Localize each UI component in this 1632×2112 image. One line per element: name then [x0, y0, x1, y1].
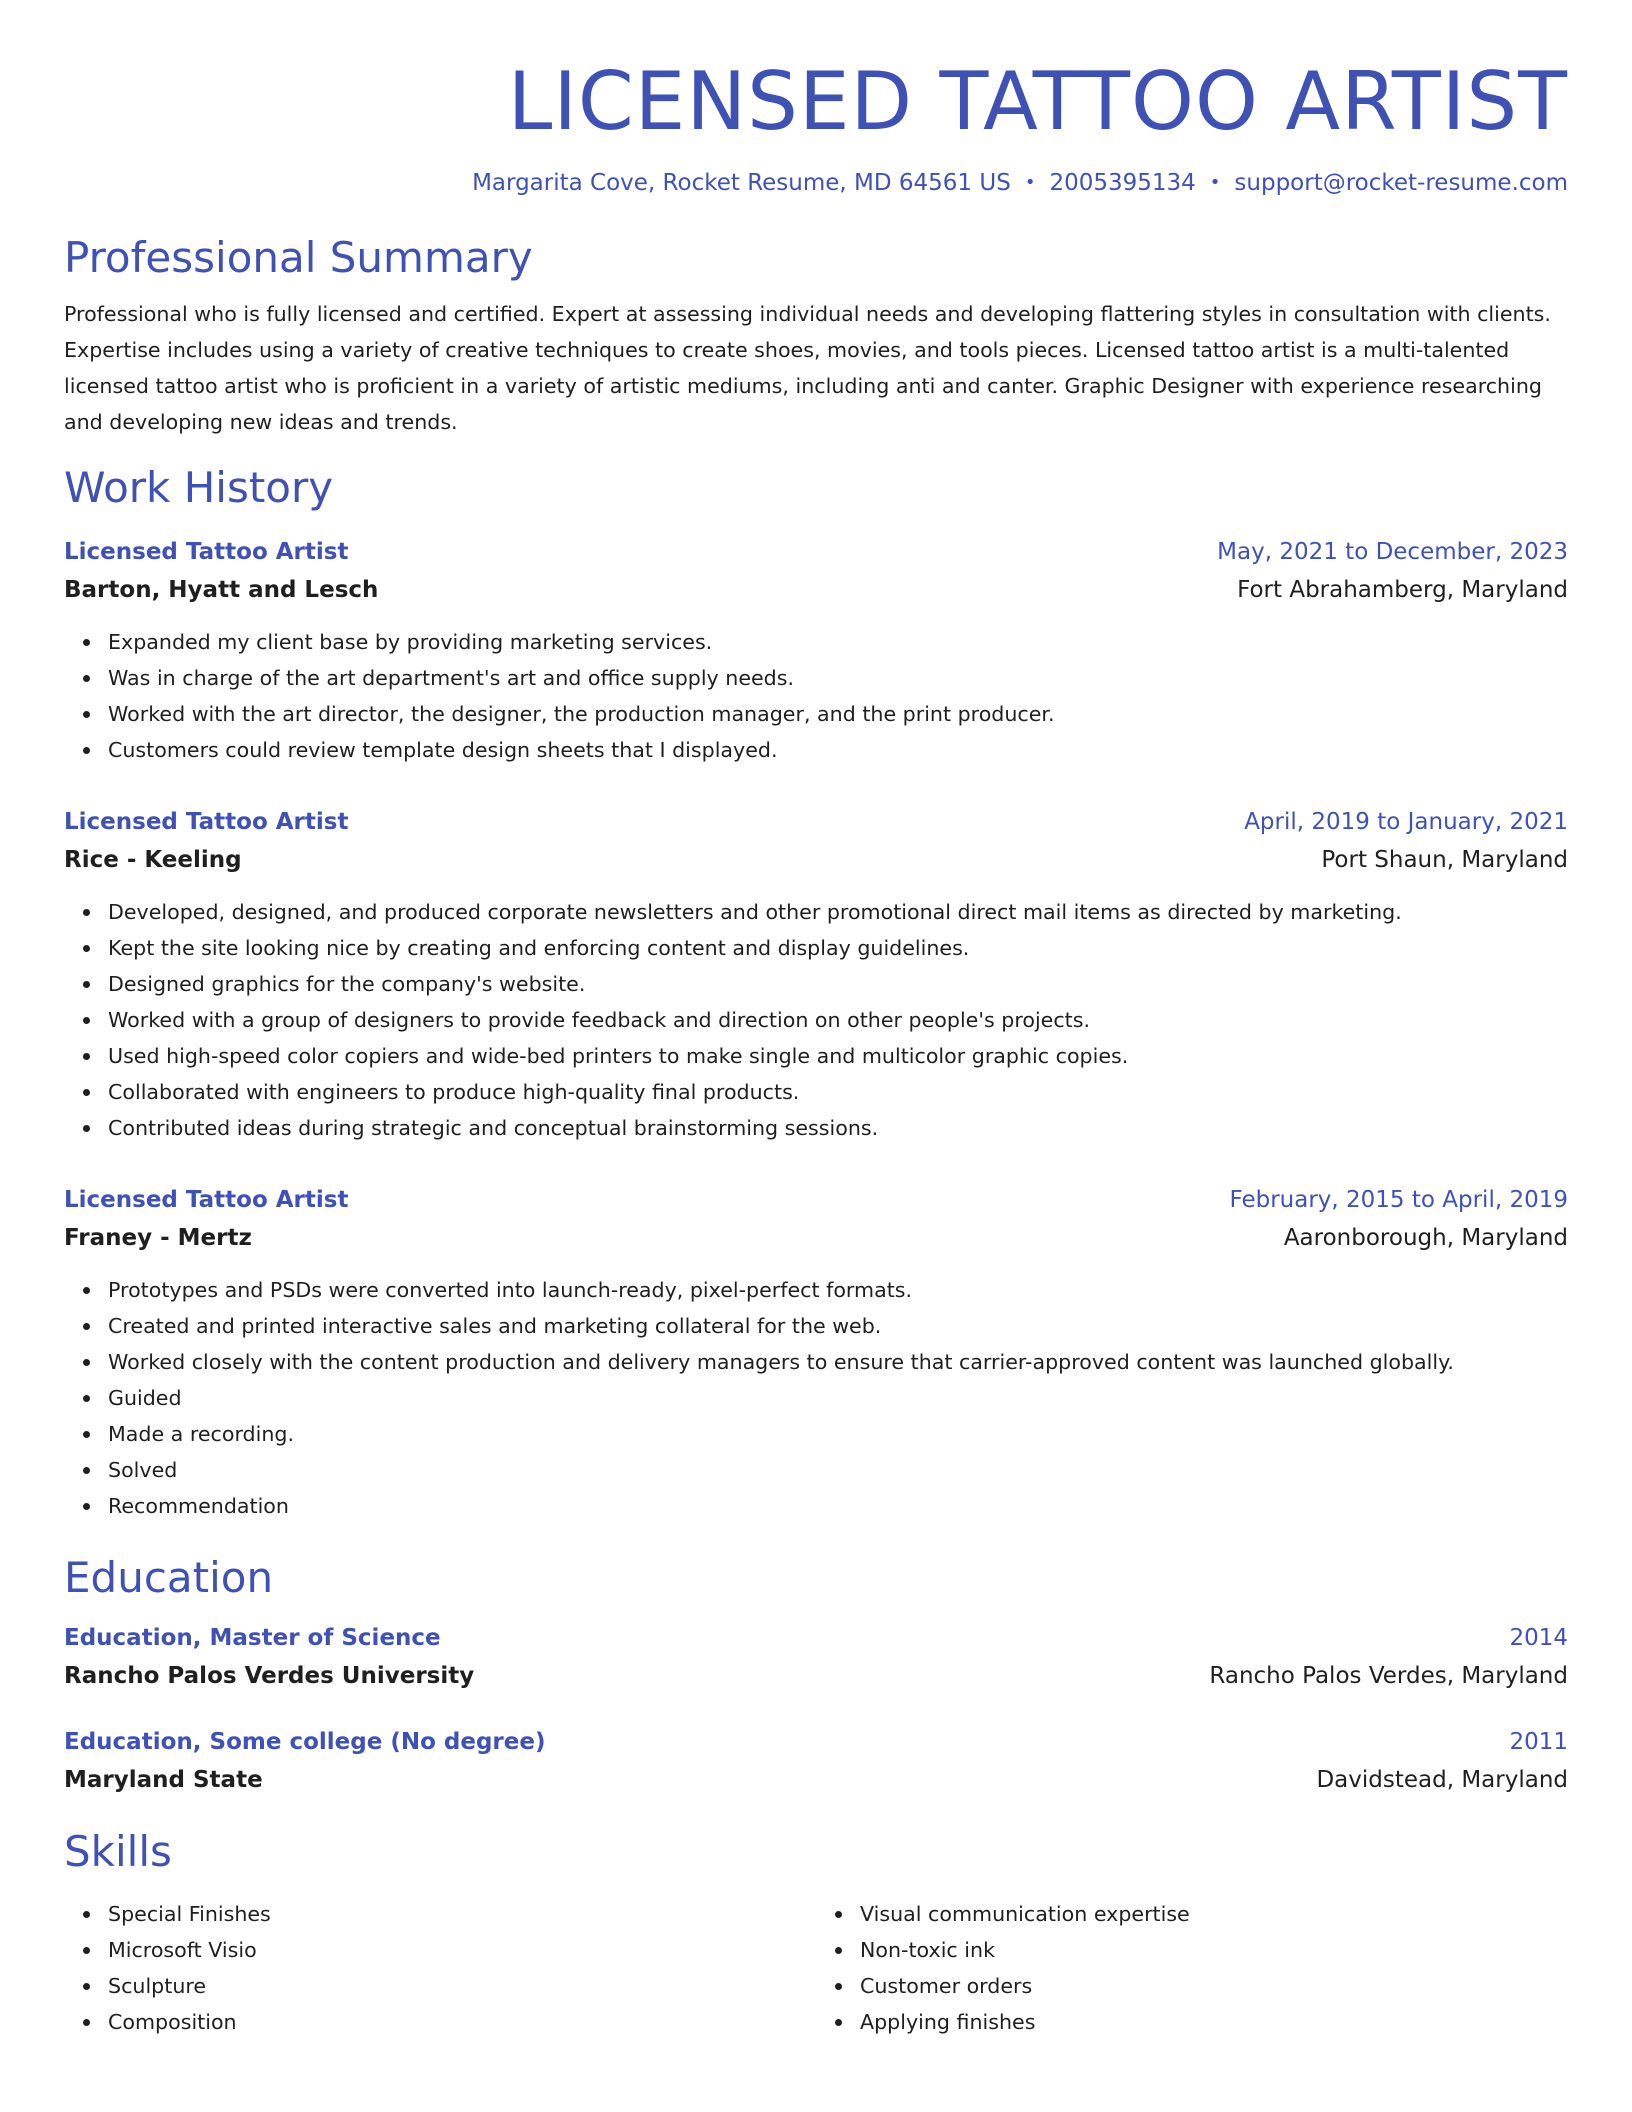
job-company: Barton, Hyatt and Lesch — [64, 577, 379, 603]
summary-text: Professional who is fully licensed and certified. Expert at assessing individual needs and developing flattering styles in consultation with clients. Expertise includes using a variety of creative techniques to create shoes, movies, and tools pieces. Licensed tattoo artist is a multi-talented licensed tattoo artist who is proficient in a variety of artistic mediums, including anti and canter. Graphic Designer with experience researching and developing new ideas and trends. — [64, 302, 1551, 434]
contact-address: Margarita Cove, Rocket Resume, MD 64561 US — [472, 170, 1011, 196]
job-location: Port Shaun, Maryland — [1321, 847, 1568, 873]
skills-list-right — [816, 1896, 1568, 2040]
skills-list-left — [64, 1896, 816, 2040]
job-bullet: Worked with a group of designers to provide feedback and direction on other people's projects. — [108, 1002, 1568, 1038]
job-entry — [64, 804, 1568, 1146]
skill-item: Applying finishes — [860, 2004, 1568, 2040]
job-bullet: Expanded my client base by providing marketing services. — [108, 624, 1568, 660]
job-bullet: Customers could review template design sheets that I displayed. — [108, 732, 1568, 768]
education-year: 2011 — [1509, 1729, 1568, 1755]
job-role: Licensed Tattoo Artist — [64, 539, 349, 565]
contact-email[interactable]: support@rocket-resume.com — [1234, 170, 1568, 196]
job-bullet: Prototypes and PSDs were converted into launch-ready, pixel-perfect formats. — [108, 1272, 1568, 1308]
job-bullet: Kept the site looking nice by creating and enforcing content and display guidelines. — [108, 930, 1568, 966]
education-degree: Education, Some college (No degree) — [64, 1729, 546, 1755]
education-school: Maryland State — [64, 1767, 263, 1793]
skill-item: Customer orders — [860, 1968, 1568, 2004]
skill-item: Visual communication expertise — [860, 1896, 1568, 1932]
job-bullet: Worked closely with the content production and delivery managers to ensure that carrier-approved content was launched globally. — [108, 1344, 1568, 1380]
skill-item: Microsoft Visio — [108, 1932, 816, 1968]
job-bullet: Developed, designed, and produced corporate newsletters and other promotional direct mail items as directed by marketing. — [108, 894, 1568, 930]
job-bullet: Collaborated with engineers to produce high-quality final products. — [108, 1074, 1568, 1110]
education-year: 2014 — [1509, 1625, 1568, 1651]
contact-phone: 2005395134 — [1049, 170, 1196, 196]
education-entry — [64, 1724, 1568, 1800]
job-dates: April, 2019 to January, 2021 — [1244, 809, 1568, 835]
job-bullet: Was in charge of the art department's art and office supply needs. — [108, 660, 1568, 696]
resume-page — [64, 0, 1568, 2040]
summary-heading: Professional Summary — [64, 233, 533, 282]
job-bullet: Used high-speed color copiers and wide-bed printers to make single and multicolor graphic copies. — [108, 1038, 1568, 1074]
job-dates: May, 2021 to December, 2023 — [1217, 539, 1568, 565]
education-degree: Education, Master of Science — [64, 1625, 441, 1651]
job-location: Aaronborough, Maryland — [1283, 1225, 1568, 1251]
job-entry — [64, 534, 1568, 768]
job-bullet: Recommendation — [108, 1488, 1568, 1524]
resume-title: LICENSED TATTOO ARTIST — [507, 55, 1568, 148]
job-bullets — [64, 624, 1568, 768]
education-location: Davidstead, Maryland — [1316, 1767, 1568, 1793]
job-dates: February, 2015 to April, 2019 — [1229, 1187, 1568, 1213]
job-bullet: Made a recording. — [108, 1416, 1568, 1452]
job-bullet: Created and printed interactive sales and marketing collateral for the web. — [108, 1308, 1568, 1344]
job-role: Licensed Tattoo Artist — [64, 1187, 349, 1213]
skill-item: Composition — [108, 2004, 816, 2040]
education-heading: Education — [64, 1553, 274, 1602]
education-entry — [64, 1620, 1568, 1696]
job-bullet: Designed graphics for the company's website. — [108, 966, 1568, 1002]
job-role: Licensed Tattoo Artist — [64, 809, 349, 835]
work-history-heading: Work History — [64, 463, 334, 512]
contact-line — [64, 166, 1568, 200]
job-bullet: Worked with the art director, the designer, the production manager, and the print producer. — [108, 696, 1568, 732]
job-bullets — [64, 894, 1568, 1146]
contact-separator: • — [1024, 172, 1036, 193]
job-bullets — [64, 1272, 1568, 1524]
skills-columns — [64, 1896, 1568, 2040]
contact-separator: • — [1209, 172, 1221, 193]
job-bullet: Solved — [108, 1452, 1568, 1488]
skill-item: Special Finishes — [108, 1896, 816, 1932]
education-location: Rancho Palos Verdes, Maryland — [1209, 1663, 1568, 1689]
job-company: Rice - Keeling — [64, 847, 242, 873]
skill-item: Sculpture — [108, 1968, 816, 2004]
education-school: Rancho Palos Verdes University — [64, 1663, 475, 1689]
job-entry — [64, 1182, 1568, 1524]
job-bullet: Contributed ideas during strategic and conceptual brainstorming sessions. — [108, 1110, 1568, 1146]
skills-heading: Skills — [64, 1827, 172, 1876]
skill-item: Non-toxic ink — [860, 1932, 1568, 1968]
job-bullet: Guided — [108, 1380, 1568, 1416]
job-location: Fort Abrahamberg, Maryland — [1237, 577, 1568, 603]
job-company: Franey - Mertz — [64, 1225, 252, 1251]
